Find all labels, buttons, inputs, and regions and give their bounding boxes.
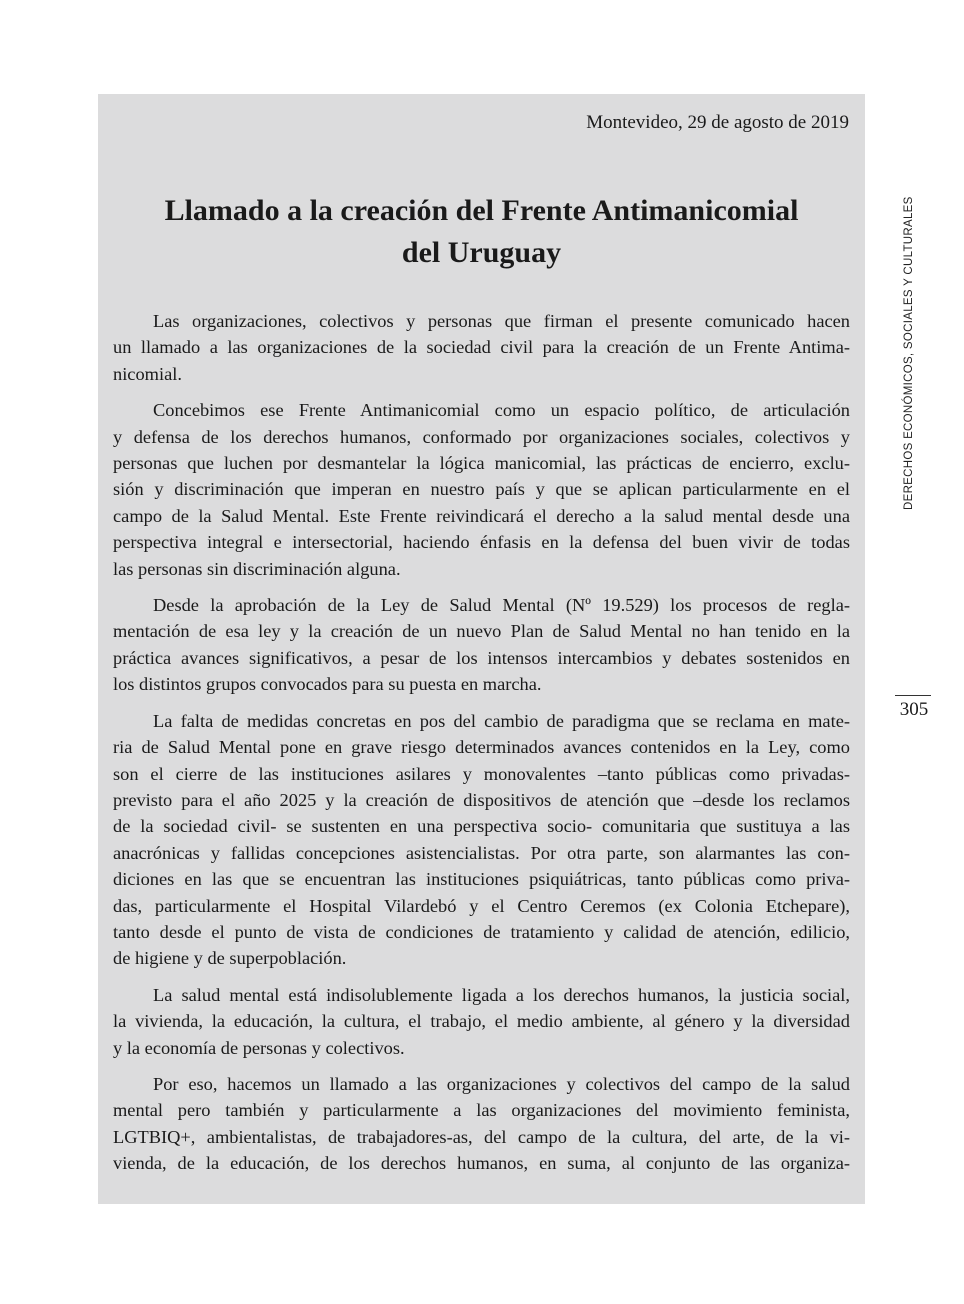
text-line: y la economía de personas y colectivos. [113, 1037, 405, 1058]
text-line: das, particularmente el Hospital Vilardebó y el Centro Ceremos (ex Colonia Etchepare), [113, 895, 850, 916]
paragraph [113, 1071, 850, 1177]
text-line: tanto desde el punto de vista de condiciones de tratamiento y calidad de atención, edilicio, [113, 921, 850, 942]
text-line: La salud mental está indisolublemente ligada a los derechos humanos, la justicia social, [153, 984, 850, 1005]
text-line: un llamado a las organizaciones de la sociedad civil para la creación de un Frente Antima- [113, 337, 850, 358]
text-line: sión y discriminación que imperan en nuestro país y que se aplican particularmente en el [113, 479, 850, 500]
text-line: campo de la Salud Mental. Este Frente reivindicará el derecho a la salud mental desde una [113, 505, 850, 526]
text-line: personas que luchen por desmantelar la lógica manicomial, las prácticas de encierro, exclu- [113, 453, 850, 474]
title-line: Llamado a la creación del Frente Antimanicomial [164, 194, 799, 227]
text-line: Desde la aprobación de la Ley de Salud Mental (Nº 19.529) los procesos de regla- [153, 595, 850, 616]
text-line: Las organizaciones, colectivos y personas que firman el presente comunicado hacen [153, 311, 850, 331]
text-line: nicomial. [113, 363, 182, 384]
text-line: Por eso, hacemos un llamado a las organizaciones y colectivos del campo de la salud [153, 1073, 850, 1094]
page-number: 305 [899, 699, 929, 720]
text-line: de la sociedad civil- se sustenten en una perspectiva socio- comunitaria que sustituya a las [113, 816, 850, 837]
text-line: mentación de esa ley y la creación de un nuevo Plan de Salud Mental no han tenido en la [113, 621, 850, 642]
paragraph [113, 308, 850, 387]
document-body [113, 308, 850, 1187]
text-line: anacrónicas y fallidas concepciones asistencialistas. Por otra parte, son alarmantes las con- [113, 842, 850, 863]
text-line: previsto para el año 2025 y la creación de dispositivos de atención que –desde los reclamos [113, 789, 850, 810]
paragraph [113, 708, 850, 972]
document-date: Montevideo, 29 de agosto de 2019 [586, 112, 849, 133]
text-line: las personas sin discriminación alguna. [113, 558, 401, 579]
text-line: y defensa de los derechos humanos, conformado por organizaciones sociales, colectivos y [113, 426, 850, 447]
paragraph [113, 592, 850, 698]
text-line: vienda, de la educación, de los derechos humanos, en suma, al conjunto de las organiza- [113, 1153, 850, 1174]
text-line: LGTBIQ+, ambientalistas, de trabajadores-as, del campo de la cultura, del arte, de la vi- [113, 1126, 850, 1147]
section-side-label: DERECHOS ECONÓMICOS, SOCIALES Y CULTURALES [903, 196, 915, 510]
text-line: los distintos grupos convocados para su puesta en marcha. [113, 674, 542, 695]
paragraph [113, 982, 850, 1061]
text-line: perspectiva integral e intersectorial, haciendo énfasis en la defensa del buen vivir de todas [113, 532, 850, 553]
text-line: la vivienda, la educación, la cultura, el trabajo, el medio ambiente, al género y la diversidad [113, 1011, 850, 1032]
document-title [118, 190, 845, 274]
text-line: de higiene y de superpoblación. [113, 948, 347, 969]
paragraph [113, 397, 850, 582]
text-line: ria de Salud Mental pone en grave riesgo determinados avances contenidos en la Ley, como [113, 737, 850, 758]
text-line: La falta de medidas concretas en pos del cambio de paradigma que se reclama en mate- [153, 710, 850, 731]
text-line: diciones en las que se encuentran las instituciones psiquiátricas, tanto públicas como priva- [113, 869, 850, 890]
title-line: del Uruguay [401, 236, 562, 269]
document-panel [98, 94, 865, 1204]
text-line: son el cierre de las instituciones asilares y monovalentes –tanto públicas como privadas- [113, 763, 850, 784]
text-line: mental pero también y particularmente a las organizaciones del movimiento feminista, [113, 1100, 850, 1121]
text-line: práctica avances significativos, a pesar de los intensos intercambios y debates sostenidos en [113, 647, 850, 668]
page-number-rule [895, 695, 931, 696]
text-line: Concebimos ese Frente Antimanicomial como un espacio político, de articulación [153, 400, 850, 421]
